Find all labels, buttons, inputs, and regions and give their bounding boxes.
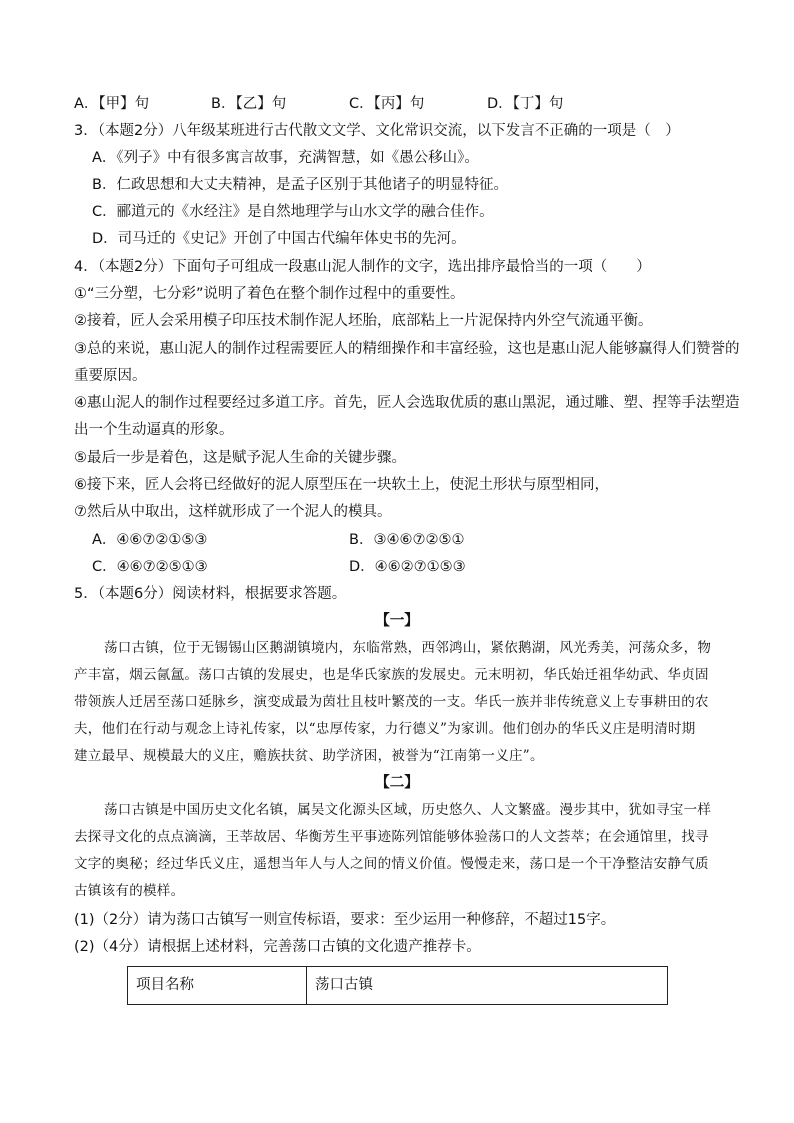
q4-option-d: D．④⑥②⑦①⑤③ [349, 559, 466, 575]
q4-sentence-1: ①“三分塑，七分彩”说明了着色在整个制作过程中的重要性。 [74, 286, 465, 302]
q4-sentence-3: ③总的来说，惠山泥人的制作过程需要匠人的精细操作和丰富经验，这也是惠山泥人能够赢得人们赞誉的 [74, 341, 740, 357]
q4-sentence-4: ④惠山泥人的制作过程要经过多道工序。首先，匠人会选取优质的惠山黑泥，通过雕、塑、捏等手法塑造 [74, 395, 740, 411]
card-label-project-name: 项目名称 [128, 967, 307, 1005]
q5-sub2: (2)（4分）请根据上述材料，完善荡口古镇的文化遗产推荐卡。 [74, 939, 481, 955]
q2-option-a: A．【甲】句 [74, 96, 150, 112]
q4-option-a: A．④⑥⑦②①⑤③ [92, 532, 208, 548]
q2-option-c: C．【丙】句 [349, 96, 425, 112]
q4-sentence-2: ②接着，匠人会采用模子印压技术制作泥人坯胎，底部粘上一片泥保持内外空气流通平衡。 [74, 313, 653, 329]
q4-sentence-3-cont: 重要原因。 [74, 368, 147, 384]
q4-sentence-7: ⑦然后从中取出，这样就形成了一个泥人的模具。 [74, 504, 392, 520]
q4-option-b: B．③④⑥⑦②⑤① [349, 532, 465, 548]
card-value-project-name: 荡口古镇 [307, 967, 668, 1005]
q5-sub1: (1)（2分）请为荡口古镇写一则宣传标语，要求：至少运用一种修辞，不超过15字。 [74, 912, 616, 928]
q4-sentence-6: ⑥接下来，匠人会将已经做好的泥人原型压在一块软土上，使泥土形状与原型相同， [74, 477, 609, 493]
material-1-line-2: 产丰富，烟云氤氲。荡口古镇的发展史，也是华氏家族的发展史。元末明初，华氏始迁祖华幼武、华贞固 [74, 667, 709, 683]
material-1-line-4: 夫，他们在行动与观念上诗礼传家，以“忠厚传家，力行德义”为家训。他们创办的华氏义庄是明清时期 [74, 721, 696, 737]
q4-stem: 4．（本题2分）下面句子可组成一段惠山泥人制作的文字，选出排序最恰当的一项（ ） [74, 259, 651, 275]
heritage-recommendation-card [127, 966, 668, 1005]
material-1-title: 【一】 [375, 613, 419, 629]
q2-option-b: B．【乙】句 [211, 96, 287, 112]
q3-option-d: D．司马迁的《史记》开创了中国古代编年体史书的先河。 [92, 231, 466, 247]
q3-option-a: A．《列子》中有很多寓言故事，充满智慧，如《愚公移山》。 [92, 150, 479, 166]
material-1-line-3: 带领族人迁居至荡口延脉乡，演变成最为茵壮且枝叶繁茂的一支。华氏一族并非传统意义上专事耕田的农 [74, 694, 709, 710]
material-2-line-4: 古镇该有的模样。 [74, 883, 185, 899]
q5-stem: 5．（本题6分）阅读材料，根据要求答题。 [74, 586, 347, 602]
q4-sentence-5: ⑤最后一步是着色，这是赋予泥人生命的关键步骤。 [74, 450, 406, 466]
material-2-line-3: 文字的奥秘；经过华氏义庄，遥想当年人与人之间的情义价值。慢慢走来，荡口是一个干净整洁安静气质 [74, 856, 709, 872]
material-1-line-1: 荡口古镇，位于无锡锡山区鹅湖镇境内，东临常熟，西邻鸿山，紧依鹅湖，风光秀美，河荡众多，物 [104, 640, 712, 656]
q2-option-d: D．【丁】句 [487, 96, 564, 112]
q4-sentence-4-cont: 出一个生动逼真的形象。 [74, 422, 234, 438]
material-1-line-5: 建立最早、规模最大的义庄，赡族扶贫、助学济困，被誉为“江南第一义庄”。 [74, 748, 544, 764]
material-2-line-2: 去探寻文化的点点滴滴，王莘故居、华衡芳生平事迹陈列馆能够体验荡口的人文荟萃；在会通馆里，找寻 [74, 829, 709, 845]
material-2-line-1: 荡口古镇是中国历史文化名镇，属吴文化源头区域，历史悠久、人文繁盛。漫步其中，犹如寻宝一样 [104, 802, 712, 818]
q3-stem: 3．（本题2分）八年级某班进行古代散文文学、文化常识交流，以下发言不正确的一项是（ ） [74, 123, 680, 139]
q3-option-b: B．仁政思想和大丈夫精神，是孟子区别于其他诸子的明显特征。 [92, 177, 508, 193]
q3-option-c: C．郦道元的《水经注》是自然地理学与山水文学的融合佳作。 [92, 204, 494, 220]
material-2-title: 【二】 [375, 775, 419, 791]
q4-option-c: C．④⑥⑦②⑤①③ [92, 559, 208, 575]
